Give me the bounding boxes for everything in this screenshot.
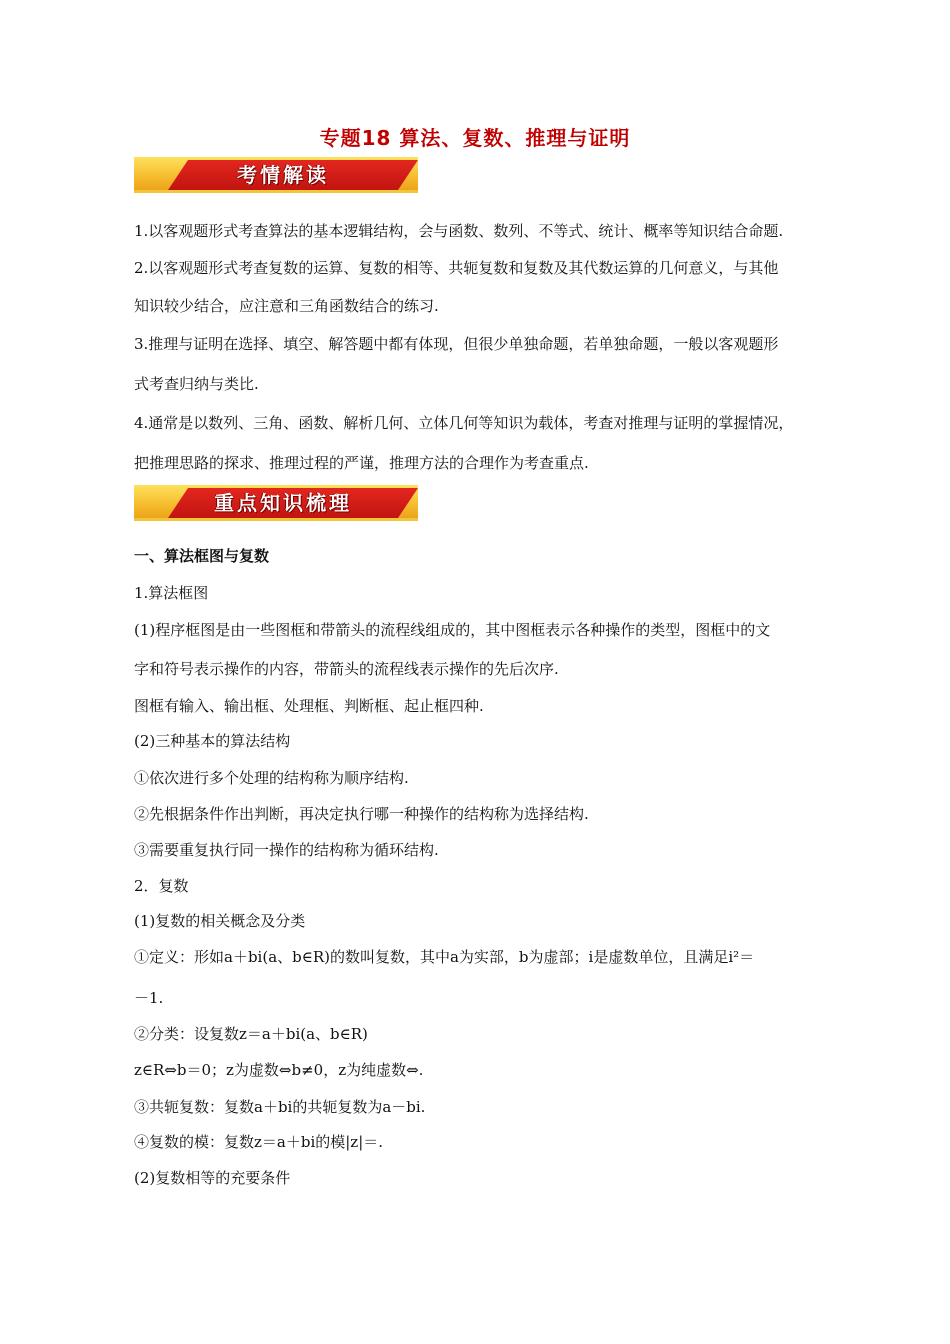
banner-label: 重点知识梳理 bbox=[214, 491, 352, 515]
intro-line: 1.以客观题形式考查算法的基本逻辑结构，会与函数、数列、不等式、统计、概率等知识结合命题. bbox=[134, 222, 784, 240]
body-line: ③需要重复执行同一操作的结构称为循环结构. bbox=[134, 841, 439, 859]
body-line: －1. bbox=[134, 989, 164, 1007]
body-line: z∈R⇔b＝0；z为虚数⇔b≠0，z为纯虚数⇔. bbox=[134, 1061, 424, 1079]
body-line: (1)程序框图是由一些图框和带箭头的流程线组成的，其中图框表示各种操作的类型，图框中的文 bbox=[134, 621, 771, 639]
body-line: (1)复数的相关概念及分类 bbox=[134, 912, 306, 930]
intro-line: 把推理思路的探求、推理过程的严谨，推理方法的合理作为考查重点. bbox=[134, 454, 589, 472]
body-line: 1.算法框图 bbox=[134, 584, 209, 602]
body-line: ④复数的模：复数z＝a＋bi的模|z|＝. bbox=[134, 1133, 384, 1151]
body-line: 2．复数 bbox=[134, 877, 189, 895]
body-line: 字和符号表示操作的内容，带箭头的流程线表示操作的先后次序. bbox=[134, 660, 559, 678]
section-heading: 一、算法框图与复数 bbox=[134, 547, 270, 565]
intro-line: 知识较少结合，应注意和三角函数结合的练习. bbox=[134, 297, 439, 315]
intro-line: 3.推理与证明在选择、填空、解答题中都有体现，但很少单独命题，若单独命题，一般以客观题形 bbox=[134, 335, 779, 353]
body-line: (2)三种基本的算法结构 bbox=[134, 732, 291, 750]
banner-key-knowledge bbox=[134, 485, 418, 521]
body-line: ①依次进行多个处理的结构称为顺序结构. bbox=[134, 769, 409, 787]
intro-line: 式考查归纳与类比. bbox=[134, 375, 259, 393]
document-title: 专题18 算法、复数、推理与证明 bbox=[319, 126, 631, 150]
body-line: ②分类：设复数z＝a＋bi(a、b∈R) bbox=[134, 1025, 368, 1043]
banner-exam-analysis bbox=[134, 157, 418, 193]
intro-line: 4.通常是以数列、三角、函数、解析几何、立体几何等知识为载体，考查对推理与证明的掌握情况， bbox=[134, 414, 794, 432]
body-line: (2)复数相等的充要条件 bbox=[134, 1169, 291, 1187]
intro-line: 2.以客观题形式考查复数的运算、复数的相等、共轭复数和复数及其代数运算的几何意义，与其他 bbox=[134, 259, 779, 277]
banner-label: 考情解读 bbox=[237, 163, 329, 187]
body-line: ③共轭复数：复数a＋bi的共轭复数为a－bi. bbox=[134, 1098, 426, 1116]
body-line: 图框有输入、输出框、处理框、判断框、起止框四种. bbox=[134, 697, 484, 715]
body-line: ②先根据条件作出判断，再决定执行哪一种操作的结构称为选择结构. bbox=[134, 805, 589, 823]
body-line: ①定义：形如a＋bi(a、b∈R)的数叫复数，其中a为实部，b为虚部；i是虚数单位，且满足i²＝ bbox=[134, 948, 755, 966]
